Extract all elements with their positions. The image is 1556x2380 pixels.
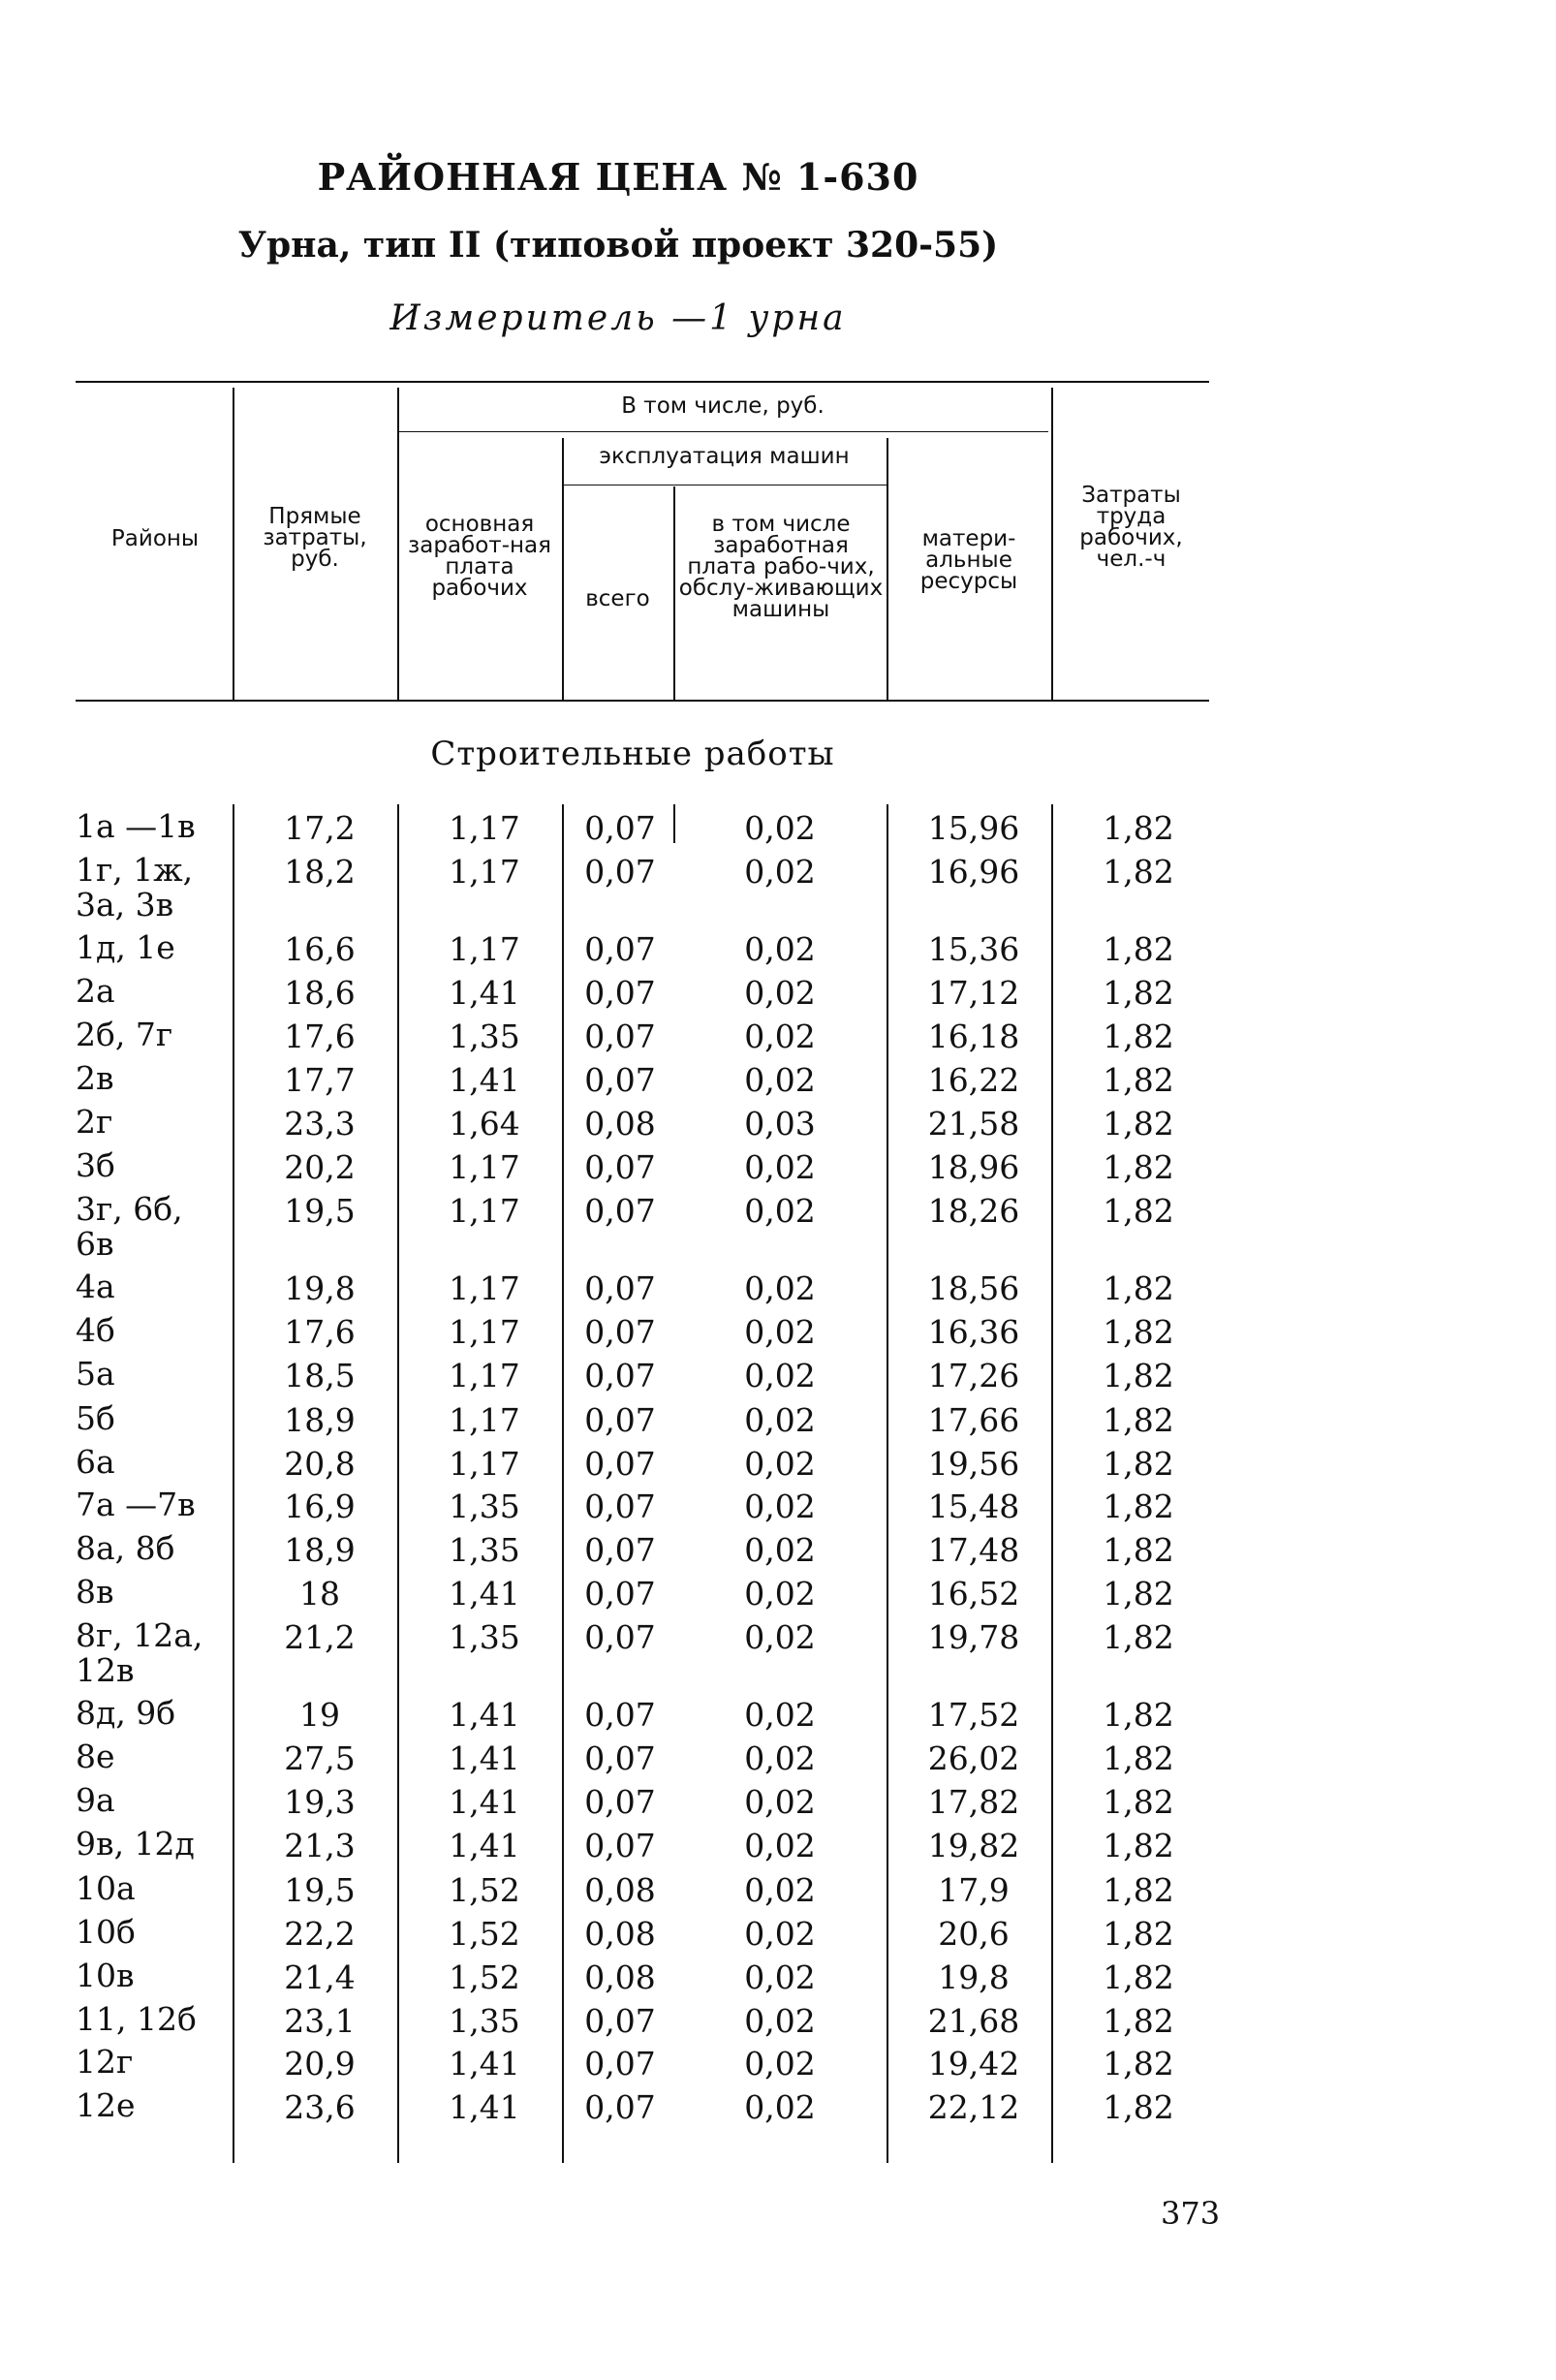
materials-cell: 18,96: [927, 1148, 1020, 1186]
machine-wages-cell: 0,02: [744, 1357, 816, 1394]
column-divider: [233, 804, 234, 2163]
machine-total-cell: 0,07: [584, 1696, 656, 1734]
direct-costs-cell: 23,6: [284, 2088, 356, 2126]
machine-wages-cell: 0,02: [744, 1445, 816, 1483]
machine-total-cell: 0,07: [584, 930, 656, 968]
machine-wages-cell: 0,02: [744, 2002, 816, 2040]
machine-wages-cell: 0,02: [744, 1783, 816, 1821]
direct-costs-cell: 17,2: [284, 809, 356, 847]
machine-total-cell: 0,07: [584, 1192, 656, 1230]
base-wages-cell: 1,41: [449, 1739, 520, 1777]
base-wages-cell: 1,17: [449, 853, 520, 891]
materials-cell: 17,9: [938, 1871, 1010, 1909]
machine-total-cell: 0,07: [584, 1488, 656, 1525]
direct-costs-cell: 23,1: [284, 2002, 356, 2040]
column-divider: [887, 804, 888, 2163]
machine-wages-cell: 0,02: [744, 1871, 816, 1909]
labor-cell: 1,82: [1103, 2045, 1174, 2082]
header-base-wages: основная заработ-ная плата рабочих: [408, 512, 551, 601]
base-wages-cell: 1,17: [449, 1445, 520, 1483]
machine-total-cell: 0,08: [584, 1105, 656, 1143]
region-cell: 5б: [76, 1399, 115, 1437]
region-cell: 2в: [76, 1059, 114, 1097]
direct-costs-cell: 23,3: [284, 1105, 356, 1143]
region-cell: 1г, 1ж, 3а, 3в: [76, 851, 194, 924]
machine-wages-cell: 0,02: [744, 853, 816, 891]
machine-wages-cell: 0,02: [744, 1401, 816, 1439]
machine-total-cell: 0,08: [584, 1871, 656, 1909]
header-labor: Затраты труда рабочих, чел.-ч: [1079, 483, 1183, 572]
labor-cell: 1,82: [1103, 1061, 1174, 1099]
machine-total-cell: 0,07: [584, 1018, 656, 1055]
base-wages-cell: 1,17: [449, 1401, 520, 1439]
direct-costs-cell: 19,8: [284, 1269, 356, 1307]
base-wages-cell: 1,41: [449, 974, 520, 1012]
region-cell: 8г, 12а, 12в: [76, 1616, 203, 1689]
direct-costs-cell: 21,4: [284, 1958, 356, 1996]
labor-cell: 1,82: [1103, 1445, 1174, 1483]
direct-costs-cell: 21,3: [284, 1827, 356, 1864]
header-direct-costs: Прямые затраты, руб.: [263, 504, 367, 572]
region-cell: 8а, 8б: [76, 1529, 175, 1567]
base-wages-cell: 1,17: [449, 1313, 520, 1351]
direct-costs-cell: 20,2: [284, 1148, 356, 1186]
labor-cell: 1,82: [1103, 930, 1174, 968]
labor-cell: 1,82: [1103, 1269, 1174, 1307]
base-wages-cell: 1,17: [449, 1192, 520, 1230]
direct-costs-cell: 17,6: [284, 1018, 356, 1055]
region-cell: 1а —1в: [76, 807, 196, 845]
labor-cell: 1,82: [1103, 1105, 1174, 1143]
base-wages-cell: 1,17: [449, 1148, 520, 1186]
document-title: РАЙОННАЯ ЦЕНА № 1-630: [317, 155, 919, 199]
measurement-unit: Измеритель —1 урна: [389, 298, 847, 338]
direct-costs-cell: 17,6: [284, 1313, 356, 1351]
labor-cell: 1,82: [1103, 1783, 1174, 1821]
direct-costs-cell: 27,5: [284, 1739, 356, 1777]
base-wages-cell: 1,41: [449, 1783, 520, 1821]
header-divider: [233, 388, 234, 700]
labor-cell: 1,82: [1103, 1192, 1174, 1230]
direct-costs-cell: 21,2: [284, 1618, 356, 1656]
labor-cell: 1,82: [1103, 1018, 1174, 1055]
base-wages-cell: 1,17: [449, 1357, 520, 1394]
materials-cell: 17,52: [927, 1696, 1020, 1734]
header-bottom-rule: [76, 700, 1209, 702]
region-cell: 12е: [76, 2086, 136, 2124]
machine-wages-cell: 0,02: [744, 809, 816, 847]
materials-cell: 16,36: [927, 1313, 1020, 1351]
labor-cell: 1,82: [1103, 1575, 1174, 1613]
region-cell: 8е: [76, 1738, 115, 1775]
region-cell: 11, 12б: [76, 2000, 197, 2038]
section-title: Строительные работы: [430, 735, 835, 773]
base-wages-cell: 1,52: [449, 1958, 520, 1996]
labor-cell: 1,82: [1103, 974, 1174, 1012]
labor-cell: 1,82: [1103, 1531, 1174, 1569]
machine-total-cell: 0,07: [584, 853, 656, 891]
materials-cell: 16,52: [927, 1575, 1020, 1613]
materials-cell: 21,68: [927, 2002, 1020, 2040]
materials-cell: 19,82: [927, 1827, 1020, 1864]
base-wages-cell: 1,35: [449, 1531, 520, 1569]
materials-cell: 20,6: [938, 1915, 1010, 1953]
base-wages-cell: 1,41: [449, 2045, 520, 2082]
header-materials: матери-альные ресурсы: [919, 526, 1018, 594]
machine-total-cell: 0,07: [584, 974, 656, 1012]
direct-costs-cell: 20,8: [284, 1445, 356, 1483]
machine-wages-cell: 0,03: [744, 1105, 816, 1143]
labor-cell: 1,82: [1103, 1871, 1174, 1909]
base-wages-cell: 1,52: [449, 1915, 520, 1953]
materials-cell: 17,48: [927, 1531, 1020, 1569]
labor-cell: 1,82: [1103, 1739, 1174, 1777]
machine-wages-cell: 0,02: [744, 1739, 816, 1777]
machine-wages-cell: 0,02: [744, 1915, 816, 1953]
direct-costs-cell: 19,5: [284, 1192, 356, 1230]
materials-cell: 16,18: [927, 1018, 1020, 1055]
labor-cell: 1,82: [1103, 2002, 1174, 2040]
labor-cell: 1,82: [1103, 1618, 1174, 1656]
table-top-rule: [76, 381, 1209, 383]
header-machine-operation: эксплуатация машин: [599, 444, 850, 469]
machine-wages-cell: 0,02: [744, 1531, 816, 1569]
direct-costs-cell: 18,9: [284, 1401, 356, 1439]
region-cell: 3б: [76, 1146, 115, 1184]
direct-costs-cell: 16,6: [284, 930, 356, 968]
machine-wages-cell: 0,02: [744, 2088, 816, 2126]
header-divider: [562, 438, 564, 700]
region-cell: 12г: [76, 2043, 134, 2081]
machine-wages-cell: 0,02: [744, 1192, 816, 1230]
header-divider: [673, 486, 675, 700]
labor-cell: 1,82: [1103, 1488, 1174, 1525]
region-cell: 4а: [76, 1268, 115, 1305]
region-cell: 9а: [76, 1781, 115, 1819]
machine-total-cell: 0,07: [584, 1783, 656, 1821]
base-wages-cell: 1,35: [449, 1018, 520, 1055]
materials-cell: 26,02: [927, 1739, 1020, 1777]
region-cell: 10б: [76, 1913, 136, 1951]
machine-total-cell: 0,07: [584, 1269, 656, 1307]
region-cell: 10а: [76, 1869, 136, 1907]
region-cell: 3г, 6б, 6в: [76, 1190, 183, 1263]
direct-costs-cell: 18,9: [284, 1531, 356, 1569]
materials-cell: 19,78: [927, 1618, 1020, 1656]
base-wages-cell: 1,52: [449, 1871, 520, 1909]
direct-costs-cell: 18,6: [284, 974, 356, 1012]
machine-wages-cell: 0,02: [744, 1958, 816, 1996]
base-wages-cell: 1,64: [449, 1105, 520, 1143]
machine-wages-cell: 0,02: [744, 1488, 816, 1525]
machine-wages-cell: 0,02: [744, 930, 816, 968]
header-divider: [397, 388, 399, 700]
labor-cell: 1,82: [1103, 853, 1174, 891]
machine-total-cell: 0,07: [584, 1313, 656, 1351]
labor-cell: 1,82: [1103, 1401, 1174, 1439]
base-wages-cell: 1,35: [449, 1618, 520, 1656]
base-wages-cell: 1,41: [449, 1827, 520, 1864]
header-machine-total: всего: [585, 586, 650, 611]
machine-wages-cell: 0,02: [744, 974, 816, 1012]
region-cell: 6а: [76, 1443, 115, 1481]
base-wages-cell: 1,17: [449, 809, 520, 847]
machine-wages-cell: 0,02: [744, 1827, 816, 1864]
materials-cell: 16,96: [927, 853, 1020, 891]
machine-wages-cell: 0,02: [744, 2045, 816, 2082]
machine-total-cell: 0,08: [584, 1915, 656, 1953]
region-cell: 2а: [76, 972, 115, 1010]
base-wages-cell: 1,17: [449, 1269, 520, 1307]
machine-total-cell: 0,07: [584, 2002, 656, 2040]
labor-cell: 1,82: [1103, 1915, 1174, 1953]
region-cell: 1д, 1е: [76, 928, 175, 966]
direct-costs-cell: 22,2: [284, 1915, 356, 1953]
machine-total-cell: 0,08: [584, 1958, 656, 1996]
machine-wages-cell: 0,02: [744, 1061, 816, 1099]
materials-cell: 15,48: [927, 1488, 1020, 1525]
labor-cell: 1,82: [1103, 1696, 1174, 1734]
machine-wages-cell: 0,02: [744, 1269, 816, 1307]
base-wages-cell: 1,17: [449, 930, 520, 968]
header-machine-wages: в том числе заработная плата рабо-чих, обслу-живающих машины: [678, 512, 884, 622]
page-number: 373: [1161, 2195, 1221, 2232]
machine-total-cell: 0,07: [584, 1827, 656, 1864]
machine-total-cell: 0,07: [584, 2045, 656, 2082]
column-divider: [562, 804, 564, 2163]
machine-total-cell: 0,07: [584, 1531, 656, 1569]
header-regions: Районы: [110, 526, 200, 551]
labor-cell: 1,82: [1103, 1827, 1174, 1864]
machine-total-cell: 0,07: [584, 1148, 656, 1186]
machine-total-cell: 0,07: [584, 1357, 656, 1394]
base-wages-cell: 1,35: [449, 1488, 520, 1525]
machine-wages-cell: 0,02: [744, 1575, 816, 1613]
labor-cell: 1,82: [1103, 809, 1174, 847]
machine-wages-cell: 0,02: [744, 1313, 816, 1351]
labor-cell: 1,82: [1103, 1958, 1174, 1996]
region-cell: 2г: [76, 1103, 113, 1141]
machine-total-cell: 0,07: [584, 1061, 656, 1099]
machine-wages-cell: 0,02: [744, 1618, 816, 1656]
materials-cell: 18,26: [927, 1192, 1020, 1230]
labor-cell: 1,82: [1103, 1313, 1174, 1351]
machine-total-cell: 0,07: [584, 1445, 656, 1483]
base-wages-cell: 1,41: [449, 2088, 520, 2126]
direct-costs-cell: 20,9: [284, 2045, 356, 2082]
region-cell: 9в, 12д: [76, 1825, 195, 1863]
materials-cell: 17,12: [927, 974, 1020, 1012]
machine-total-cell: 0,07: [584, 1618, 656, 1656]
base-wages-cell: 1,41: [449, 1061, 520, 1099]
region-cell: 2б, 7г: [76, 1016, 173, 1053]
base-wages-cell: 1,35: [449, 2002, 520, 2040]
base-wages-cell: 1,41: [449, 1696, 520, 1734]
including-rule: [397, 431, 1048, 432]
base-wages-cell: 1,41: [449, 1575, 520, 1613]
region-cell: 7а —7в: [76, 1486, 196, 1523]
machine-wages-cell: 0,02: [744, 1148, 816, 1186]
direct-costs-cell: 18: [299, 1575, 340, 1613]
machine-total-cell: 0,07: [584, 1401, 656, 1439]
region-cell: 8д, 9б: [76, 1694, 176, 1732]
machine-wages-cell: 0,02: [744, 1696, 816, 1734]
machine-wages-cell: 0,02: [744, 1018, 816, 1055]
materials-cell: 15,96: [927, 809, 1020, 847]
machine-total-cell: 0,07: [584, 1739, 656, 1777]
region-cell: 8в: [76, 1573, 114, 1611]
labor-cell: 1,82: [1103, 1357, 1174, 1394]
materials-cell: 17,82: [927, 1783, 1020, 1821]
region-cell: 4б: [76, 1311, 115, 1349]
header-including: В том числе, руб.: [621, 393, 825, 419]
materials-cell: 18,56: [927, 1269, 1020, 1307]
materials-cell: 19,56: [927, 1445, 1020, 1483]
materials-cell: 15,36: [927, 930, 1020, 968]
materials-cell: 19,8: [938, 1958, 1010, 1996]
header-divider: [1051, 388, 1053, 700]
direct-costs-cell: 19,3: [284, 1783, 356, 1821]
direct-costs-cell: 18,5: [284, 1357, 356, 1394]
direct-costs-cell: 19: [299, 1696, 340, 1734]
materials-cell: 16,22: [927, 1061, 1020, 1099]
labor-cell: 1,82: [1103, 1148, 1174, 1186]
region-cell: 5а: [76, 1355, 115, 1393]
direct-costs-cell: 19,5: [284, 1871, 356, 1909]
materials-cell: 22,12: [927, 2088, 1020, 2126]
materials-cell: 21,58: [927, 1105, 1020, 1143]
machine-total-cell: 0,07: [584, 809, 656, 847]
direct-costs-cell: 16,9: [284, 1488, 356, 1525]
column-divider: [397, 804, 399, 2163]
region-cell: 10в: [76, 1957, 135, 1994]
direct-costs-cell: 17,7: [284, 1061, 356, 1099]
header-divider: [887, 438, 888, 700]
machine-total-cell: 0,07: [584, 1575, 656, 1613]
document-subtitle: Урна, тип II (типовой проект 320-55): [237, 225, 999, 266]
direct-costs-cell: 18,2: [284, 853, 356, 891]
labor-cell: 1,82: [1103, 2088, 1174, 2126]
materials-cell: 17,26: [927, 1357, 1020, 1394]
materials-cell: 17,66: [927, 1401, 1020, 1439]
machine-total-cell: 0,07: [584, 2088, 656, 2126]
materials-cell: 19,42: [927, 2045, 1020, 2082]
